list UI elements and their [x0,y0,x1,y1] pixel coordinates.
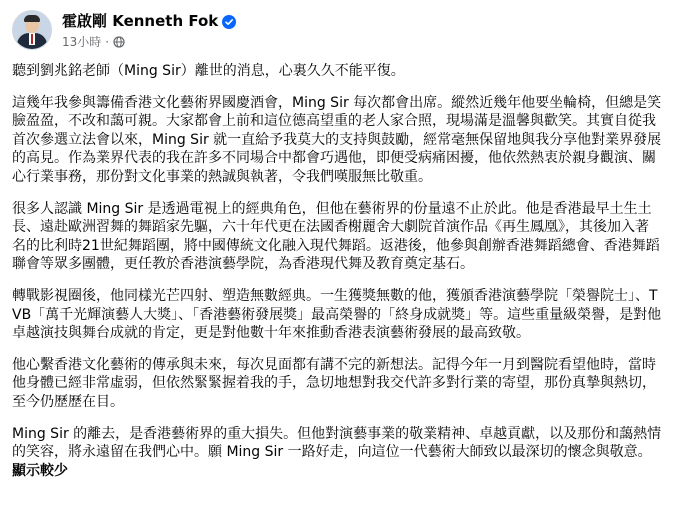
post-paragraph-text: Ming Sir 的離去，是香港藝術界的重大損失。但他對演藝事業的敬業精神、卓越貢獻，以及那份和藹熱情的笑容，將永遠留在我們心中。願 Ming Sir 一路好走，向這位一代藝術大師致以最深切的懷念與敬意。 [12,425,662,461]
globe-icon[interactable] [113,36,125,48]
verified-badge-icon [222,14,236,28]
post-meta [62,10,236,50]
avatar[interactable] [12,10,52,50]
meta-separator: · [105,34,110,49]
post-paragraph: 聽到劉兆銘老師（Ming Sir）離世的消息，心裏久久不能平復。 [12,63,405,79]
post-body [12,62,662,493]
timestamp-row [62,33,236,50]
post-paragraph-last [12,425,662,481]
avatar-tie [31,34,33,44]
author-row [62,10,236,31]
post-paragraph: 他心繫香港文化藝術的傳承與未來，每次見面都有講不完的新想法。記得今年一月到醫院看望他時，當時他身體已經非常虛弱，但依然緊緊握着我的手，急切地想對我交代許多對行業的寄望，那份真摯與熱切，至今仍歷歷在目。 [12,356,656,410]
post-paragraph: 轉戰影視圈後，他同樣光芒四射、塑造無數經典。一生獲獎無數的他，獲頒香港演藝學院「榮譽院士」、TVB「萬千光輝演藝人大獎」、「香港藝術發展獎」最高榮譽的「終身成就獎」等。這些重量級榮譽，是對他卓越演技與舞台成就的肯定，更是對他數十年來推動香港表演藝術發展的最高致敬。 [12,287,662,342]
post-paragraph: 這幾年我參與籌備香港文化藝術界國慶酒會，Ming Sir 每次都會出席。縱然近幾年他要坐輪椅，但總是笑臉盈盈，不改和藹可親。大家都會上前和這位德高望重的老人家合照，現場滿是溫馨與歡笑。其實自從我首次參選立法會以來，Ming Sir 就一直給予我莫大的支持與鼓勵，經常毫無保留地與我分享他對業界發展的高見。作為業界代表的我在許多不同場合中都會巧遇他，即便受病痛困擾，他依然熱衷於親身觀演、關心行業事務，那份對文化事業的熱誠與執著，令我們嘆服無比敬重。 [12,94,662,185]
post-timestamp[interactable]: 13小時 [62,35,102,49]
avatar-hair [24,15,40,22]
author-name[interactable]: 霍啟剛 Kenneth Fok [62,12,219,30]
post-paragraph: 很多人認識 Ming Sir 是透過電視上的經典角色，但他在藝術界的份量遠不止於此。他是香港最早土生土長、遠赴歐洲習舞的舞蹈家先驅，六十年代更在法國香榭麗舍大劇院首演作品《再生鳳凰》，其後加入著名的比利時21世紀舞蹈團，將中國傳統文化融入現代舞蹈。返港後，他參與創辦香港舞蹈總會、香港舞蹈聯會等眾多團體，更任教於香港演藝學院，為香港現代舞及教育奠定基石。 [12,200,660,273]
see-less-button[interactable]: 顯示較少 [12,462,68,479]
post-header [12,8,236,52]
